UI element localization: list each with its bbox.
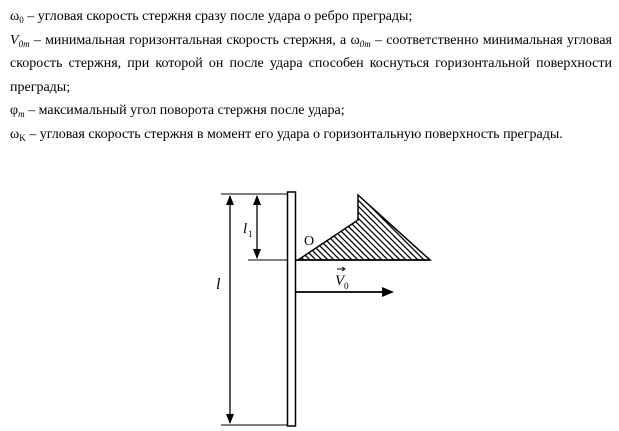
phim-text: – максимальный угол поворота стержня после удара; — [24, 103, 345, 118]
dimension-l1 — [243, 195, 288, 260]
v-symbol: V — [10, 32, 19, 48]
phi-symbol: φ — [10, 103, 19, 118]
rod — [288, 192, 296, 426]
omega-symbol: ω — [10, 9, 20, 24]
v0m-text-part2: – соответственно минимальная угловая скорость стержня, при которой он после удара способен коснуться горизонтальной поверхности преграды; — [10, 32, 612, 95]
omega0m-symbol: ω — [350, 32, 360, 48]
omega0m-subscript: 0m — [359, 38, 371, 49]
v0m-text-part1: – минимальная горизонтальная скорость стержня, а — [29, 32, 351, 48]
label-l: l — [216, 276, 221, 293]
phim-subscript: m — [18, 109, 25, 119]
label-l1: l — [243, 221, 248, 237]
label-O: O — [304, 234, 315, 249]
label-l1-subscript: 1 — [248, 229, 253, 239]
obstacle-wedge — [234, 190, 446, 270]
label-V-subscript: 0 — [344, 281, 349, 291]
omegak-text: – угловая скорость стержня в момент его удара о горизонтальную поверхность преграды. — [25, 126, 563, 142]
label-V: V — [335, 273, 345, 289]
v0m-subscript: 0m — [18, 38, 30, 49]
omega0-text: – угловая скорость стержня сразу после удара о ребро преграды; — [23, 9, 413, 24]
omegak-symbol: ω — [10, 126, 20, 142]
omegak-subscript: K — [19, 132, 26, 143]
velocity-arrow — [296, 267, 394, 297]
omega0-subscript: 0 — [19, 15, 24, 25]
